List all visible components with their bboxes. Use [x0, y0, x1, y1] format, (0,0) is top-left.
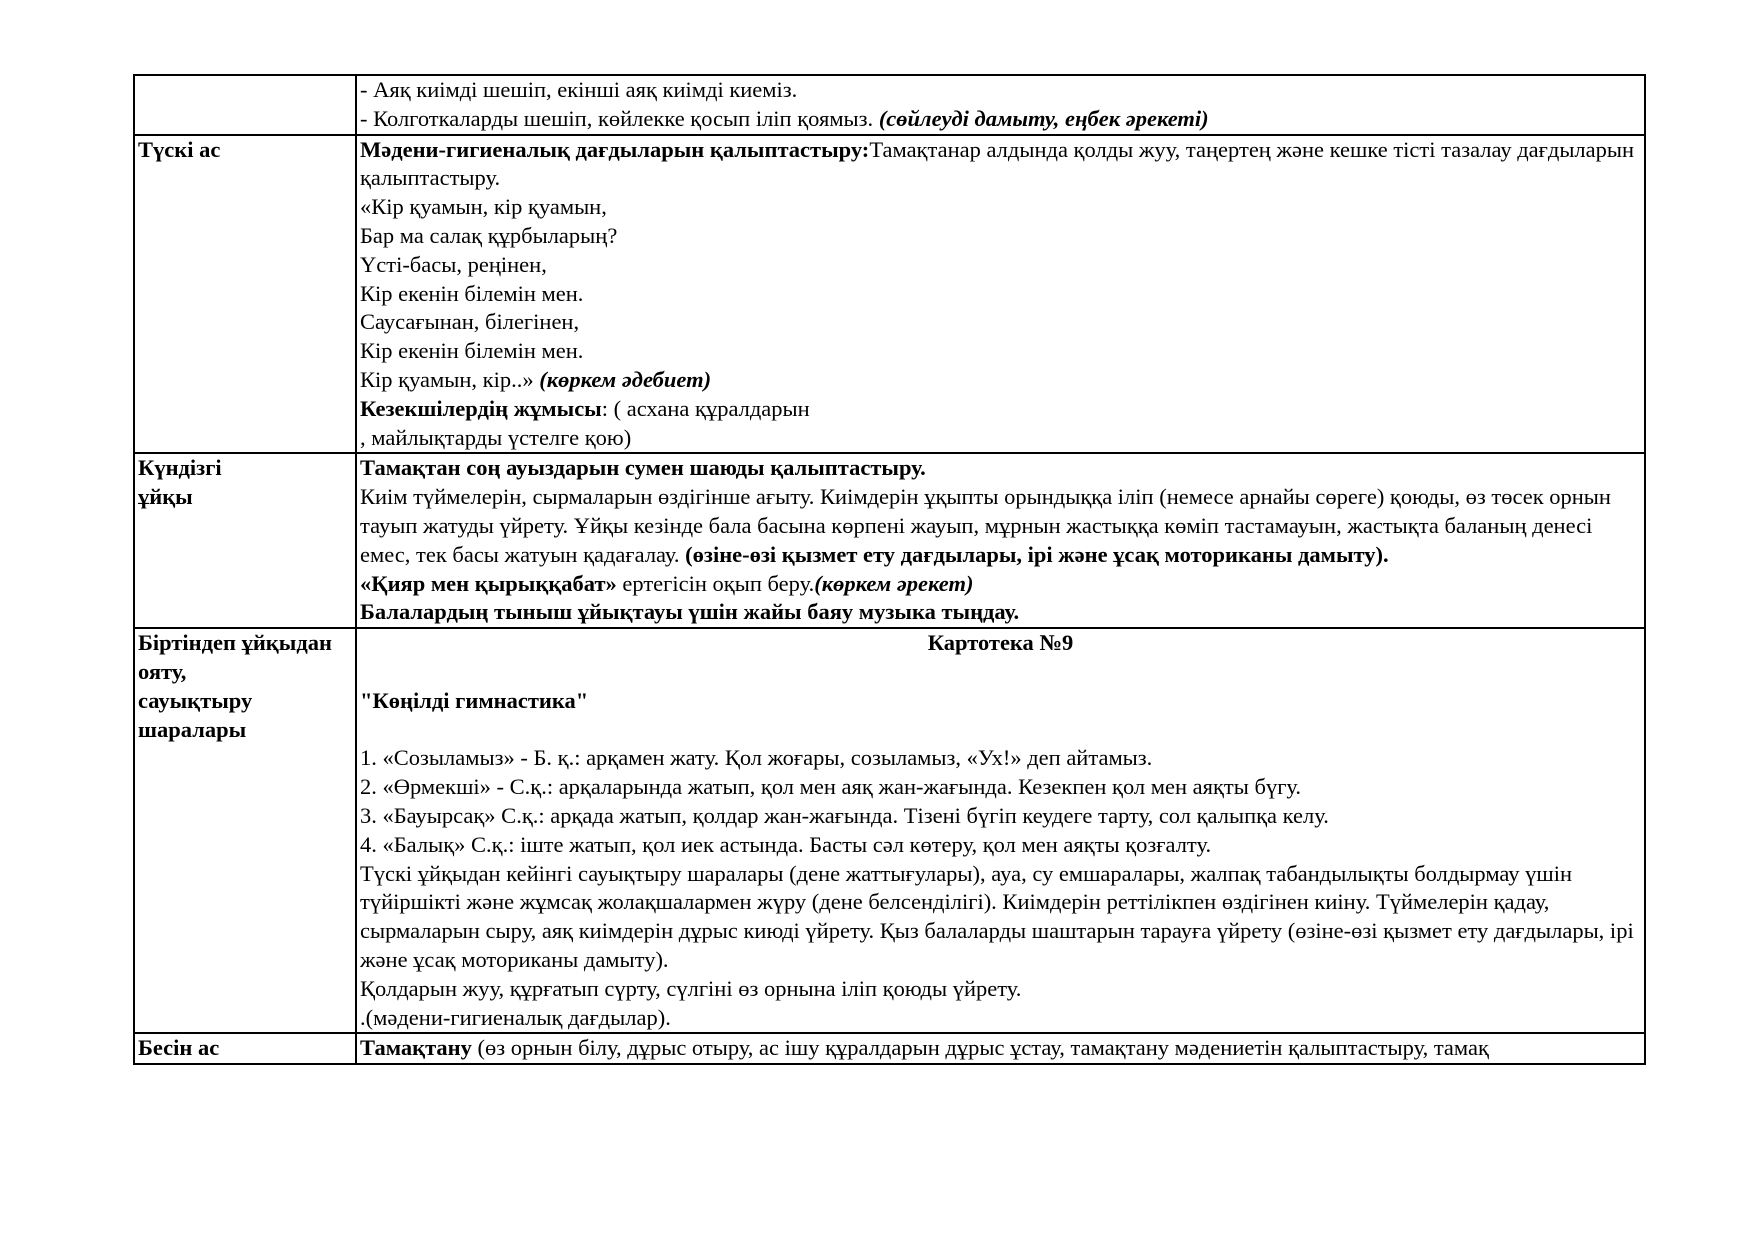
content-line: - Аяқ киімді шешіп, екінші аяқ киімді киеміз. [360, 77, 798, 102]
activity-content-cell [356, 453, 1645, 628]
content-line: Кір екенін білемін мен. [360, 280, 584, 306]
content-line: «Қияр мен қырыққабат» ертегісін оқып беру.(көркем әрекет) [360, 570, 974, 596]
content-line: - Колготкаларды шешіп, көйлекке қосып іліп қоямыз. (сөйлеуді дамыту, еңбек әрекеті) [360, 105, 1209, 131]
activity-label: ояту, [138, 658, 187, 684]
content-line: 2. «Өрмекші» - С.қ.: арқаларында жатып, қол мен аяқ жан-жағында. Кезекпен қол мен аяқты бүгу. [360, 774, 1302, 800]
activity-label-cell [134, 135, 356, 454]
card-subtitle: "Көңілді гимнастика" [360, 687, 589, 713]
content-line: Кір екенін білемін мен. [360, 338, 584, 364]
schedule-table-body [134, 75, 1645, 1064]
content-line: Үсті-басы, реңінен, [360, 251, 547, 277]
table-row [134, 628, 1645, 1033]
activity-content-cell [356, 1033, 1645, 1064]
spacer [360, 658, 1641, 687]
content-line: Киім түймелерін, сырмаларын өздігінше ағыту. Киімдерін ұқыпты орындыққа іліп (немесе арнайы сөреге) қоюды, өз төсек орнын тауып жатуды үйрету. Ұйқы кезінде бала басына көрпені жауып, мұрнын жастыққа көміп тастамауын, жастықта баланың денесі емес, тек басы жатуын қадағалау. (өзіне-өзі қызмет ету дағдылары, ірі және ұсақ моториканы дамыту). [360, 484, 1611, 567]
content-line: Кір қуамын, кір..» (көркем әдебиет) [360, 366, 712, 392]
table-row [134, 135, 1645, 454]
activity-label-cell [134, 453, 356, 628]
content-line: Түскі ұйқыдан кейінгі сауықтыру шаралары (дене жаттығулары), ауа, су емшаралары, жалпақ табандылықты болдырмау үшін түйіршікті және жұмсақ жолақшалармен жүру (дене белсенділігі). Киімдерін реттілікпен өздігінен киіну. Түймелерін қадау, сырмаларын сыру, аяқ киімдерін дұрыс киюді үйрету. Қыз балаларды шаштарын тарауға үйрету (өзіне-өзі қызмет ету дағдылары, ірі және ұсақ моториканы дамыту). [360, 860, 1634, 972]
activity-label: ұйқы [138, 484, 193, 510]
activity-label-cell [134, 1033, 356, 1064]
table-row [134, 75, 1645, 135]
content-line: , майлықтарды үстелге қою) [360, 424, 632, 450]
content-line: Балалардың тыныш ұйықтауы үшін жайы баяу музыка тыңдау. [360, 599, 1020, 625]
schedule-table [133, 74, 1646, 1065]
content-line: Тамақтану (өз орнын білу, дұрыс отыру, ас ішу құралдарын дұрыс ұстау, тамақтану мәдениетін қалыптастыру, тамақ [360, 1035, 1489, 1061]
content-line: 3. «Бауырсақ» С.қ.: арқада жатып, қолдар жан-жағында. Тізені бүгіп кеудеге тарту, сол қалыпқа келу. [360, 802, 1329, 828]
spacer [360, 716, 1641, 745]
content-line: .(мәдени-гигиеналық дағдылар). [360, 1004, 671, 1030]
activity-label: Түскі ас [138, 136, 221, 162]
activity-label-cell [134, 75, 356, 135]
activity-label-cell [134, 628, 356, 1033]
table-row [134, 1033, 1645, 1064]
table-row [134, 453, 1645, 628]
activity-content-cell [356, 75, 1645, 135]
card-title: Картотека №9 [927, 630, 1074, 656]
activity-label: шаралары [138, 716, 247, 742]
content-line: Кезекшілердің жұмысы: ( асхана құралдарын [360, 395, 810, 421]
activity-content-cell [356, 135, 1645, 454]
content-line: 1. «Созыламыз» - Б. қ.: арқамен жату. Қол жоғары, созыламыз, «Ух!» деп айтамыз. [360, 745, 1153, 771]
content-line: Саусағынан, білегінен, [360, 309, 580, 335]
activity-label: сауықтыру [138, 687, 253, 713]
content-line: Бар ма салақ құрбыларың? [360, 222, 618, 248]
content-line: Қолдарын жуу, құрғатып сүрту, сүлгіні өз орнына іліп қоюды үйрету. [360, 975, 1022, 1001]
content-line: Тамақтан соң ауыздарын сумен шаюды қалыптастыру. [360, 455, 926, 481]
activity-content-cell [356, 628, 1645, 1033]
activity-label: Біртіндеп ұйқыдан [138, 630, 332, 656]
content-line: Мәдени-гигиеналық дағдыларын қалыптастыру:Тамақтанар алдында қолды жуу, таңертең және кешке тісті тазалау дағдыларын қалыптастыру. [360, 136, 1635, 191]
activity-label: Күндізгі [138, 455, 222, 481]
content-line: 4. «Балық» С.қ.: іште жатып, қол иек астында. Басты сәл көтеру, қол мен аяқты қозғалту. [360, 831, 1212, 857]
activity-label: Бесін ас [138, 1035, 220, 1061]
content-line: «Кір қуамын, кір қуамын, [360, 194, 607, 220]
